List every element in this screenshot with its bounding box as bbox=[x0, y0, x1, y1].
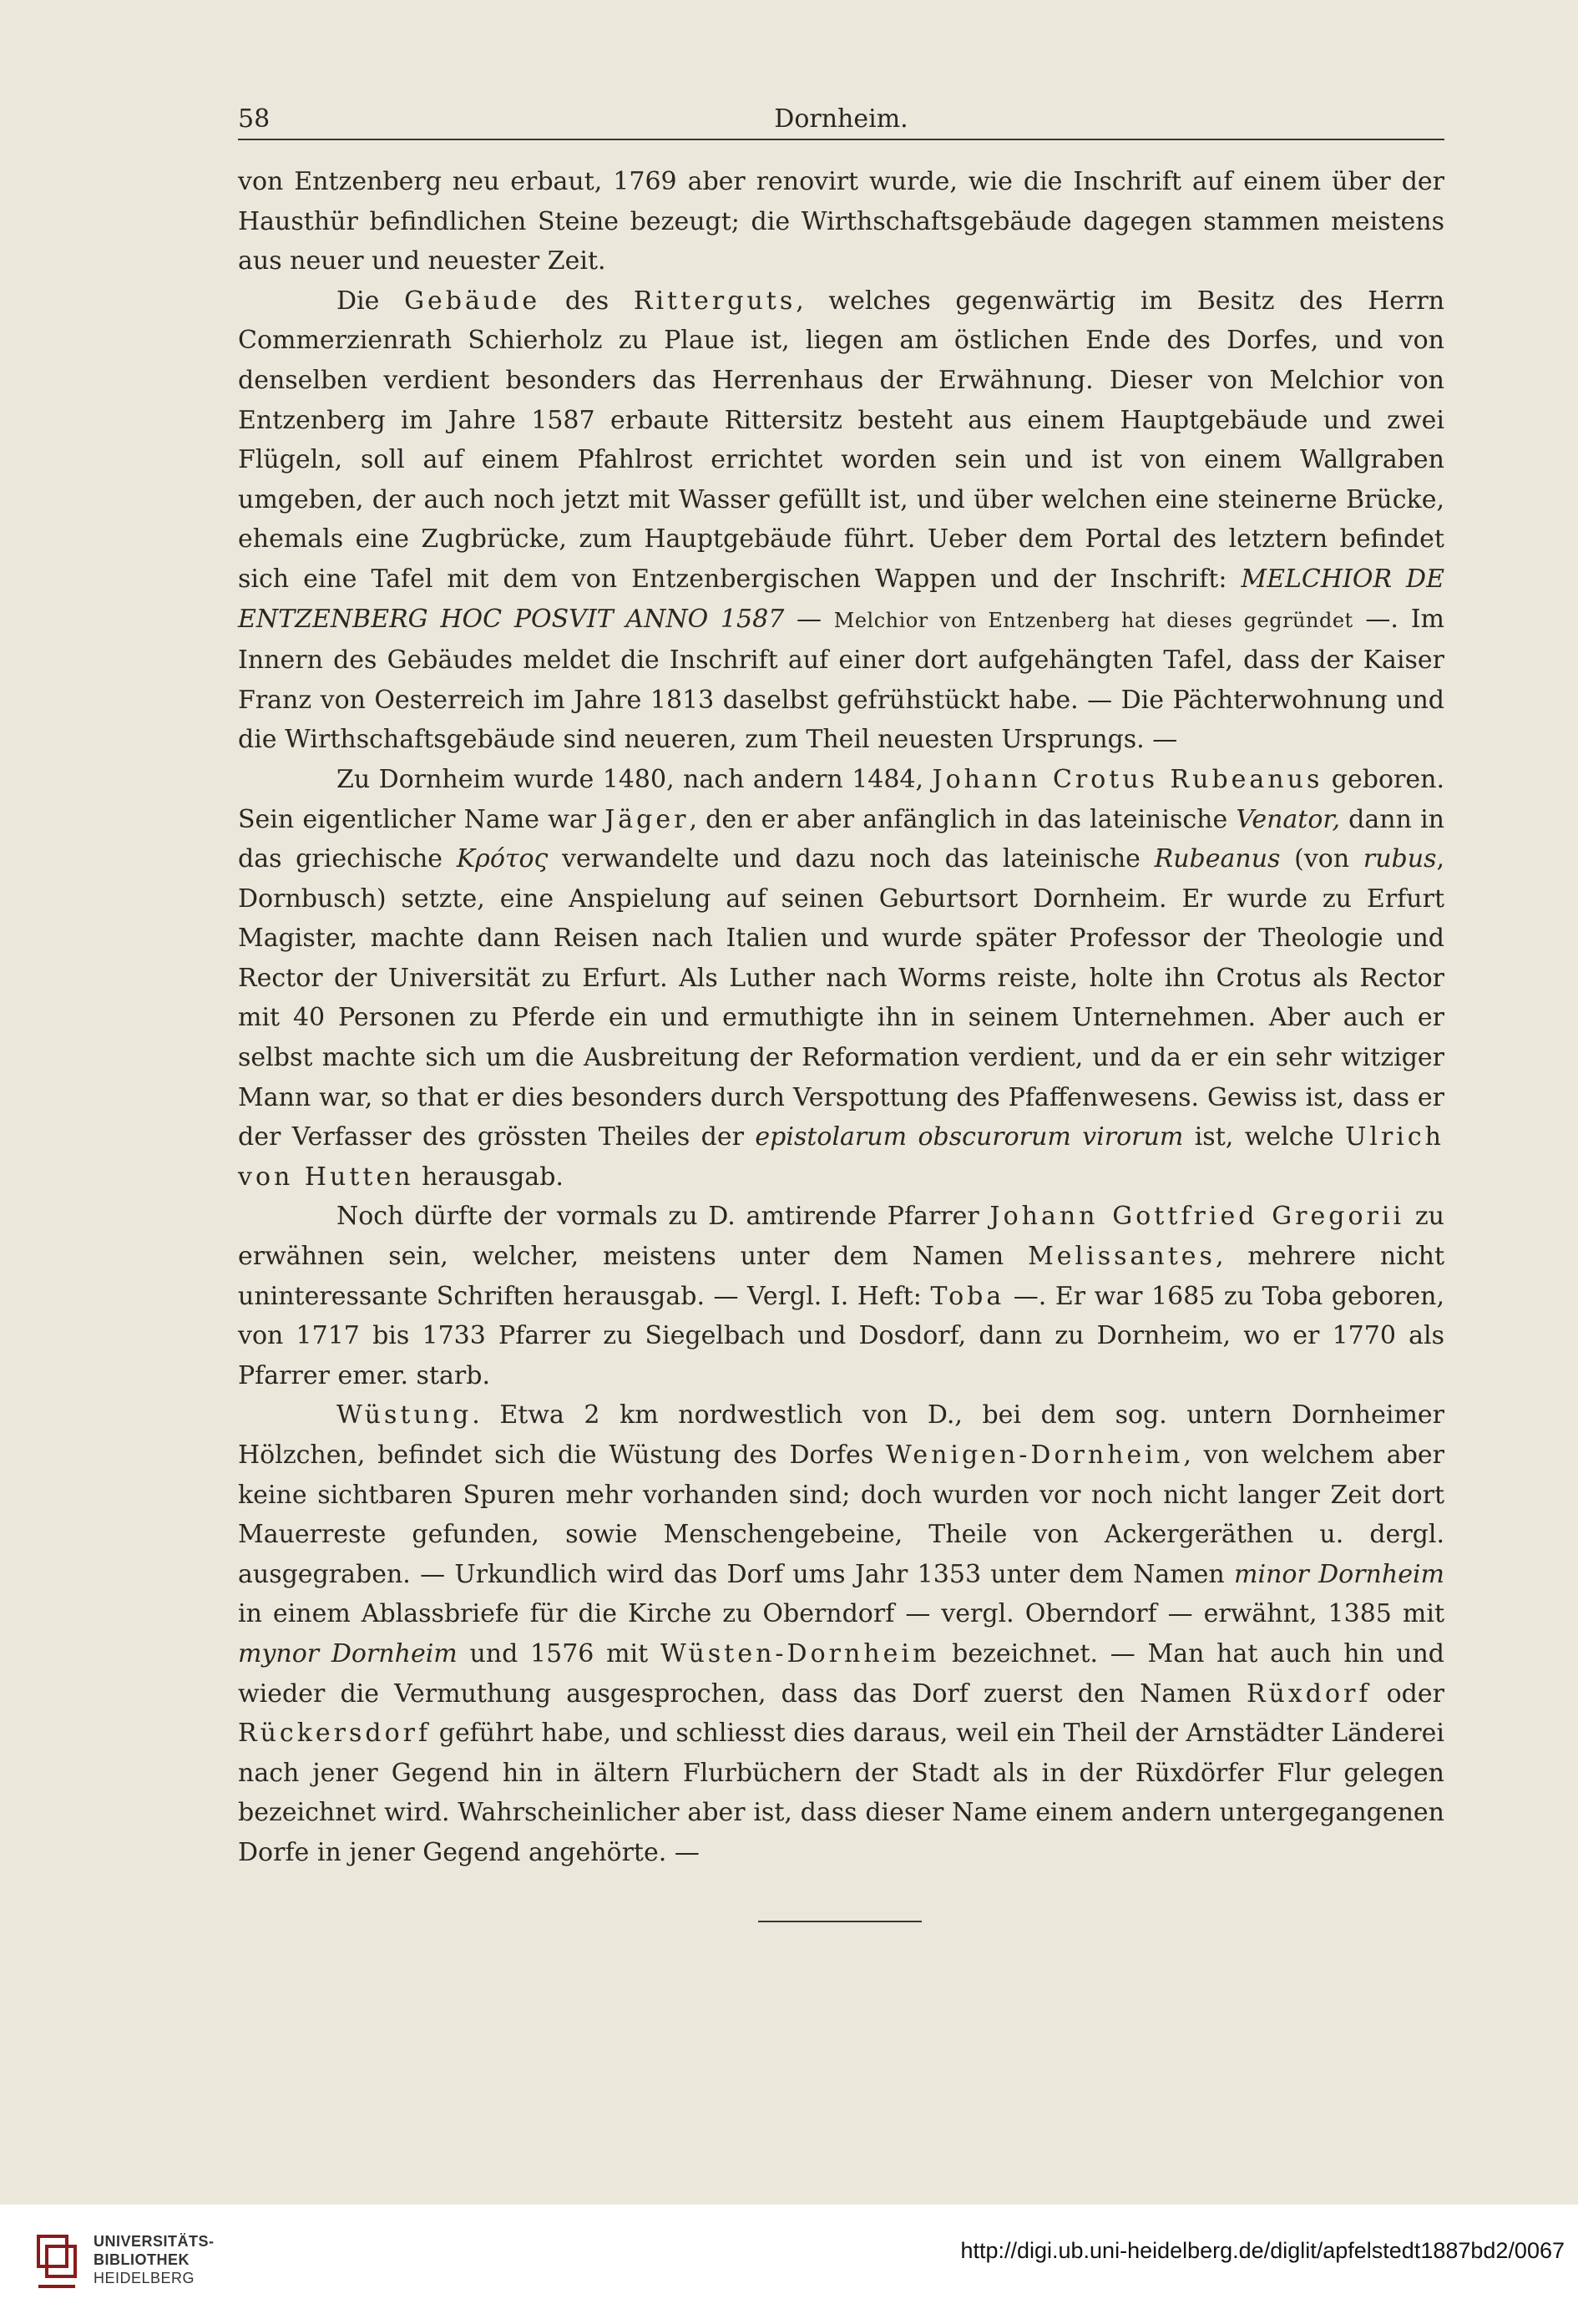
paragraph bbox=[238, 281, 1444, 760]
text-run: zu erwähnen sein, welcher, meistens unter dem Namen bbox=[238, 1202, 1445, 1272]
text-run: . Etwa 2 km nordwestlich von D., bei dem sog. untern Dornheimer Hölzchen, befindet sich die Wüstung des Dorfes bbox=[238, 1400, 1444, 1470]
footer-bar bbox=[0, 2205, 1578, 2324]
library-name-line: BIBLIOTHEK bbox=[94, 2251, 190, 2268]
end-rule bbox=[758, 1921, 922, 1922]
text-run: herausgab. bbox=[413, 1162, 564, 1192]
spaced-text: Rückersdorf bbox=[238, 1719, 432, 1749]
text-run: oder bbox=[1371, 1678, 1444, 1709]
italic-text: mynor Dornheim bbox=[238, 1638, 458, 1668]
spaced-text: Gebäude bbox=[404, 286, 541, 316]
spaced-text: Johann Gottfried Gregorii bbox=[989, 1202, 1405, 1232]
text-run: , von welchem aber keine sichtbaren Spuren mehr vorhanden sind; doch wurden vor noch nicht langer Zeit dort Mauerreste gefunden, sowie Menschengebeine, Theile von Ackergeräthen u. dergl. ausgegraben. — Urkundlich wird das Dorf ums Jahr 1353 unter dem Namen bbox=[238, 1440, 1444, 1589]
text-run: des bbox=[540, 286, 634, 316]
library-name-line: HEIDELBERG bbox=[94, 2270, 195, 2286]
text-run: ist, welche bbox=[1183, 1122, 1346, 1152]
spaced-text: Wüstung bbox=[336, 1400, 473, 1430]
library-name-line: UNIVERSITÄTS- bbox=[94, 2233, 215, 2250]
spaced-text: Wenigen-Dornheim bbox=[885, 1440, 1184, 1470]
running-head bbox=[238, 100, 1444, 139]
spaced-text: Johann Crotus Rubeanus bbox=[932, 764, 1323, 794]
text-run: in einem Ablassbriefe für die Kirche zu Oberndorf — vergl. Oberndorf — erwähnt, 1385 mit bbox=[238, 1599, 1444, 1629]
text-run: (von bbox=[1280, 844, 1363, 874]
text-run: — bbox=[784, 604, 834, 634]
paragraph bbox=[238, 1395, 1444, 1872]
text-run: , Dornbusch) setzte, eine Anspielung auf seinen Geburtsort Dornheim. Er wurde zu Erfurt Magister, machte dann Reisen nach Italien und wurde später Professor der Theologie und Rector der Universität zu Erfurt. Als Luther nach Worms reiste, holte ihn Crotus als Rector mit 40 Personen zu Pferde ein und ermuthigte ihn in seinem Unternehmen. Aber auch er selbst machte sich um die Ausbreitung der Reformation verdient, und da er ein sehr witziger Mann war, so that er dies besonders durch Verspottung des Pfaffenwesens. Gewiss ist, dass er der Verfasser des grössten Theiles der bbox=[238, 844, 1445, 1152]
italic-text: Venator, bbox=[1236, 804, 1340, 834]
page-number: 58 bbox=[238, 104, 271, 134]
text-run: bezeichnet. — Man hat auch hin und wieder die Vermuthung ausgesprochen, dass das Dorf zuerst den Namen bbox=[238, 1638, 1444, 1709]
fraktur-text: Melchior von Entzenberg hat dieses gegründet bbox=[833, 608, 1353, 632]
spaced-text: Melissantes bbox=[1028, 1242, 1216, 1272]
library-name bbox=[94, 2232, 215, 2287]
spaced-text: Toba bbox=[930, 1281, 1005, 1311]
spaced-text: Ritterguts bbox=[633, 286, 797, 316]
text-run: Zu Dornheim wurde 1480, nach andern 1484, bbox=[336, 764, 933, 794]
header-rule bbox=[238, 139, 1444, 140]
italic-text: minor Dornheim bbox=[1234, 1559, 1444, 1589]
body-text bbox=[238, 162, 1444, 1873]
italic-text: rubus bbox=[1363, 844, 1437, 874]
text-run: geführt habe, und schliesst dies daraus, weil ein Theil der Arnstädter Länderei nach jener Gegend hin in ältern Flurbüchern der Stadt als in der Rüxdörfer Flur gelegen bezeichnet wird. Wahrscheinlicher aber ist, dass dieser Name einem andern untergegangenen Dorfe in jener Gegend angehörte. — bbox=[238, 1719, 1444, 1867]
text-run: geboren. Sein eigentlicher Name war bbox=[238, 764, 1444, 834]
text-run: , welches gegenwärtig im Besitz des Herrn Commerzienrath Schierholz zu Plaue ist, liegen am östlichen Ende des Dorfes, und von denselben verdient besonders das Herrenhaus der Erwähnung. Dieser von Melchior von Entzenberg im Jahre 1587 erbaute Rittersitz besteht aus einem Hauptgebäude und zwei Flügeln, soll auf einem Pfahlrost errichtet worden sein und ist von einem Wallgraben umgeben, der auch noch jetzt mit Wasser gefüllt ist, und über welchen eine steinerne Brücke, ehemals eine Zugbrücke, zum Hauptgebäude führt. Ueber dem Portal des letztern befindet sich eine Tafel mit dem von Entzenbergischen Wappen und der Inschrift: bbox=[238, 286, 1445, 594]
source-url-link[interactable]: http://digi.ub.uni-heidelberg.de/diglit/apfelstedt1887bd2/0067 bbox=[960, 2238, 1565, 2263]
text-run: —. Im Innern des Gebäudes meldet die Inschrift auf einer dort aufgehängten Tafel, dass der Kaiser Franz von Oesterreich im Jahre 1813 daselbst gefrühstückt habe. — Die Pächterwohnung und die Wirthschaftsgebäude sind neueren, zum Theil neuesten Ursprungs. — bbox=[238, 604, 1444, 755]
italic-text: Κρότος bbox=[456, 844, 549, 874]
running-title: Dornheim. bbox=[774, 104, 908, 134]
text-run: —. Er war 1685 zu Toba geboren, von 1717 bis 1733 Pfarrer zu Siegelbach und Dosdorf, dann zu Dornheim, wo er 1770 als Pfarrer emer. starb. bbox=[238, 1281, 1444, 1390]
paragraph bbox=[238, 162, 1444, 281]
italic-text: Rubeanus bbox=[1154, 844, 1281, 874]
text-run: Die bbox=[336, 286, 405, 316]
paragraph bbox=[238, 760, 1444, 1197]
spaced-text: Jäger bbox=[604, 804, 690, 834]
text-run: verwandelte und dazu noch das lateinische bbox=[548, 844, 1155, 874]
italic-text: MELCHIOR DE ENTZENBERG HOC POSVIT ANNO 1587 bbox=[238, 564, 1444, 634]
text-run: und 1576 mit bbox=[457, 1638, 660, 1668]
text-run: dann in das griechische bbox=[238, 804, 1444, 874]
text-run: von Entzenberg neu erbaut, 1769 aber renovirt wurde, wie die Inschrift auf einem über der Hausthür befindlichen Steine bezeugt; die Wirthschaftsgebäude dagegen stammen meistens aus neuer und neuester Zeit. bbox=[238, 167, 1444, 276]
paragraph bbox=[238, 1197, 1444, 1395]
library-logo-icon bbox=[33, 2228, 80, 2295]
text-run: , den er aber anfänglich in das lateinische bbox=[689, 804, 1237, 834]
spaced-text: Wüsten-Dornheim bbox=[660, 1638, 940, 1668]
text-run: , mehrere nicht uninteressante Schriften herausgab. — Vergl. I. Heft: bbox=[238, 1242, 1444, 1311]
text-run: Noch dürfte der vormals zu D. amtirende Pfarrer bbox=[336, 1202, 990, 1232]
spaced-text: Ulrich von Hutten bbox=[238, 1122, 1444, 1192]
italic-text: epistolarum obscurorum virorum bbox=[755, 1122, 1184, 1152]
spaced-text: Rüxdorf bbox=[1246, 1678, 1372, 1709]
